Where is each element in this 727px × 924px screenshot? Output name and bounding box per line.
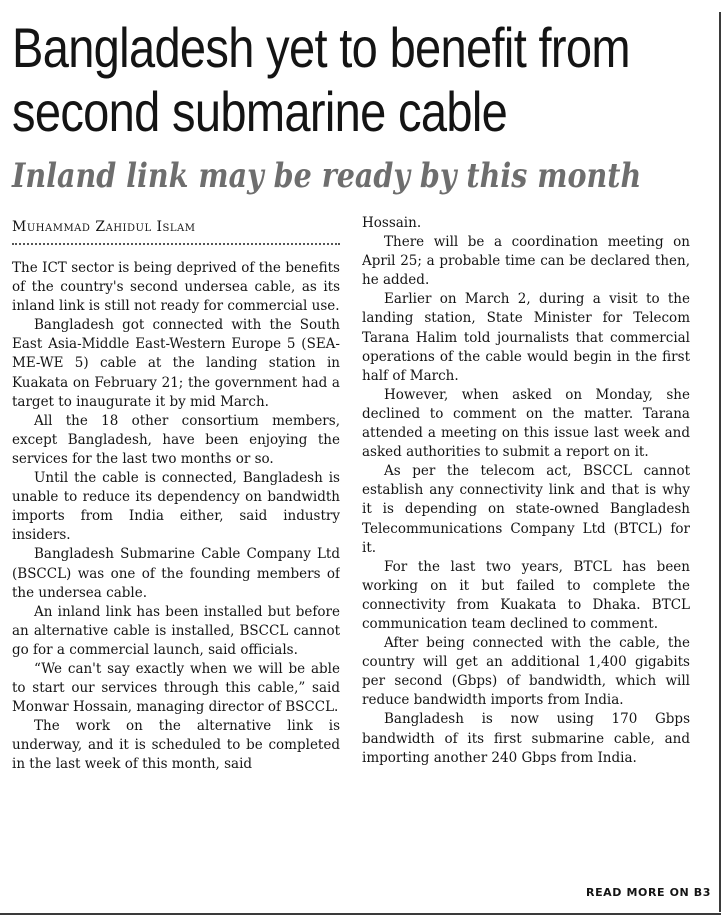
paragraph: An inland link has been installed but before an alternative cable is installed, BSCCL cannot go for a commercial launch, said officials.	[12, 603, 340, 658]
paragraph: As per the telecom act, BSCCL cannot establish any connectivity link and that is why it is depending on state-owned Bangladesh Telecommunications Company Ltd (BTCL) for it.	[362, 463, 690, 556]
paragraph: Earlier on March 2, during a visit to the landing station, State Minister for Telecom Tarana Halim told journalists that commercial operations of the cable would begin in the first half of March.	[362, 291, 690, 384]
paragraph: The ICT sector is being deprived of the benefits of the country's second undersea cable, as its inland link is still not ready for commercial use.	[12, 260, 340, 315]
paragraph: Bangladesh got connected with the South East Asia-Middle East-Western Europe 5 (SEA-ME-WE 5) cable at the landing station in Kuakata on February 21; the government had a target to inaugurate it by mid March.	[12, 317, 340, 410]
paragraph: However, when asked on Monday, she declined to comment on the matter. Tarana attended a meeting on this issue last week and asked authorities to submit a report on it.	[362, 386, 690, 461]
bottom-border-rule	[0, 913, 721, 915]
subheadline-text: Inland link may be ready by this month	[12, 156, 642, 196]
byline: Muhammad Zahidul Islam	[12, 219, 196, 235]
article-column-1	[12, 259, 340, 899]
paragraph: There will be a coordination meeting on April 25; a probable time can be declared then, he added.	[362, 234, 690, 289]
subheadline	[12, 154, 712, 198]
paragraph: The work on the alternative link is underway, and it is scheduled to be completed in the last week of this month, said	[12, 718, 340, 773]
right-border-rule	[719, 12, 721, 912]
paragraph: “We can't say exactly when we will be able to start our services through this cable,” said Monwar Hossain, managing director of BSCCL.	[12, 660, 340, 716]
headline-line-1: Bangladesh yet to benefit from	[12, 16, 630, 79]
headline-line-2: second submarine cable	[12, 80, 508, 143]
paragraph: All the 18 other consortium members, except Bangladesh, have been enjoying the services for the last two months or so.	[12, 412, 340, 467]
paragraph: Bangladesh Submarine Cable Company Ltd (BSCCL) was one of the founding members of the undersea cable.	[12, 546, 340, 601]
paragraph: For the last two years, BTCL has been working on it but failed to complete the connectivity from Kuakata to Dhaka. BTCL communication team declined to comment.	[362, 558, 690, 632]
paragraph: Bangladesh is now using 170 Gbps bandwidth of its first submarine cable, and importing another 240 Gbps from India.	[362, 711, 690, 766]
byline-dotted-divider	[12, 243, 340, 245]
read-more-link[interactable]: READ MORE ON B3	[586, 886, 711, 899]
headline	[12, 16, 712, 144]
paragraph: Until the cable is connected, Bangladesh is unable to reduce its dependency on bandwidth imports from India either, said industry insiders.	[12, 470, 340, 544]
article-column-2	[362, 214, 690, 884]
paragraph: Hossain.	[362, 215, 422, 231]
paragraph: After being connected with the cable, the country will get an additional 1,400 gigabits per second (Gbps) of bandwidth, which will reduce bandwidth imports from India.	[362, 635, 690, 709]
